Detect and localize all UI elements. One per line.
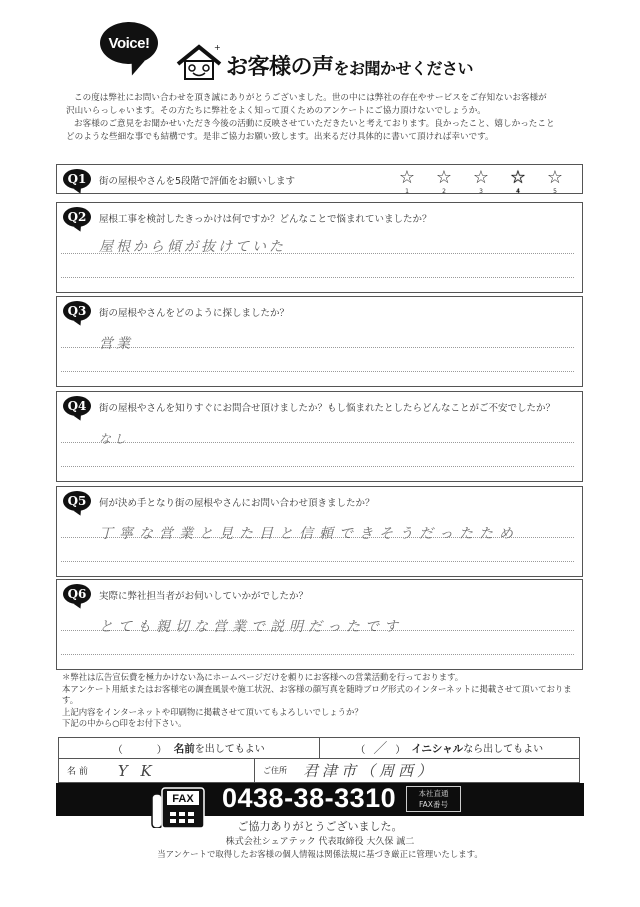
note-line: 下記の中から○印をお付下さい。 [62,718,187,728]
name-label: 名 前 [67,767,88,777]
note-line: 本アンケート用紙またはお客様宅の調査風景や施工状況、お客様の顔写真を随時ブログ形式のインターネットに掲載させて頂いておりま [62,683,572,694]
intro-line: 沢山いらっしゃいます。その方たちに弊社をよく知って頂くためのアンケートにご協力頂けないでしょうか。 [66,106,486,116]
consent-option-name[interactable] [59,738,319,758]
q1-text: 街の屋根やさんを5段階で評価をお願いします [99,176,296,187]
answer-line [61,561,574,562]
q5-badge: Q5 [63,491,91,511]
answer-line [61,466,574,467]
voice-badge: Voice! [100,22,158,64]
q6-badge: Q6 [63,584,91,604]
fax-label: 本社直通 FAX番号 [406,786,461,812]
q4-badge: Q4 [63,396,91,416]
note-line: 上記内容をインターネットや印刷物に掲載させて頂いてもよろしいでしょうか？ [62,706,363,717]
name-field[interactable]: Y K [117,761,156,780]
q5-answer[interactable]: 丁寧な営業と見た目と信頼できそうだったため [99,526,519,542]
name-option-rest: を出してもよい [194,744,265,755]
answer-line [61,277,574,278]
consent-option-initial[interactable] [319,738,580,758]
note-line: ＊弊社は広告宣伝費を極力かけない為にホームページだけを頼りにお客様への営業活動を行っております。 [62,672,464,682]
q3-answer[interactable]: 営業 [99,336,133,352]
company-signature: 株式会社シェアテック 代表取締役 大久保 誠二 [225,837,415,847]
q5-text: 何が決め手となり街の屋根やさんにお問い合わせ頂きましたか？ [99,498,375,509]
q2-text: 屋根工事を検討したきっかけは何ですか？どんなことで悩まれていましたか？ [99,214,432,225]
question-q3 [56,296,583,387]
q6-answer[interactable]: とても親切な営業で説明だったです [99,619,403,635]
initial-option-checkbox[interactable]: （ ／ ） [355,741,406,757]
privacy-notice: 当アンケートで取得したお客様の個人情報は関係法規に基づき厳正に管理いたします。 [157,849,483,859]
title-main: お客様の声 [226,55,334,80]
rating-stars [397,167,565,195]
answer-line [61,654,574,655]
name-option-checkbox[interactable]: （ ） [112,744,168,756]
initial-option-bold: イニシャル [411,743,464,755]
q1-badge: Q1 [63,169,91,189]
address-label: ご住所 [263,766,287,775]
star-4-icon-selected[interactable]: ☆ 4 [509,167,527,195]
star-2-icon[interactable]: ☆ 2 [435,167,453,195]
initial-option-rest: なら出してもよい [463,744,544,755]
name-option-bold: 名前 [173,743,195,755]
question-q4 [56,391,583,482]
star-1-icon[interactable]: ☆ 1 [398,167,416,195]
q2-answer[interactable]: 屋根から傾が抜けていた [99,239,286,255]
page-title [226,50,473,81]
customer-info-row [58,759,580,783]
note-line: す。 [62,695,79,705]
answer-line [61,442,574,443]
address-field[interactable]: 君津市（周西） [303,762,437,780]
q2-badge: Q2 [63,207,91,227]
consent-options [58,737,580,759]
q4-answer[interactable]: なし [99,432,130,446]
q3-text: 街の屋根やさんをどのように探しましたか？ [99,308,290,319]
star-5-icon[interactable]: ☆ 5 [546,167,564,195]
title-sub: をお聞かせください [333,59,474,78]
intro-line: どのような些細な事でも結構です。是非ご協力お願い致します。出来るだけ具体的に書いて頂ければ幸いです。 [66,132,494,142]
answer-line [61,347,574,348]
question-q1 [56,164,583,194]
intro-text [66,92,586,144]
thanks-message: ご協力ありがとうございました。 [237,820,403,833]
q6-text: 実際に弊社担当者がお伺いしていかがでしたか？ [99,591,309,602]
q3-badge: Q3 [63,301,91,321]
smiling-house-icon [176,44,222,80]
intro-line: この度は弊社にお問い合わせを頂き誠にありがとうございました。世の中には弊社の存在やサービスをご存知ないお客様が [74,93,547,103]
svg-text:FAX: FAX [172,793,194,805]
star-3-icon[interactable]: ☆ 3 [472,167,490,195]
question-q6 [56,579,583,670]
publication-notes [62,672,612,730]
svg-text:+: + [214,44,221,52]
question-q2 [56,202,583,293]
answer-line [61,371,574,372]
q4-text: 街の屋根やさんを知りすぐにお問合せ頂けましたか？もし悩まれたとしたらどんなことがご不安でしたか？ [99,403,556,414]
checked-mark: ／ [373,741,388,757]
fax-number[interactable]: 0438-38-3310 [222,783,397,813]
question-q5 [56,486,583,577]
intro-line: お客様のご意見をお聞かせいただき今後の活動に反映させていただきたいと考えております。良かったこと、嬉しかったこと [74,119,555,129]
